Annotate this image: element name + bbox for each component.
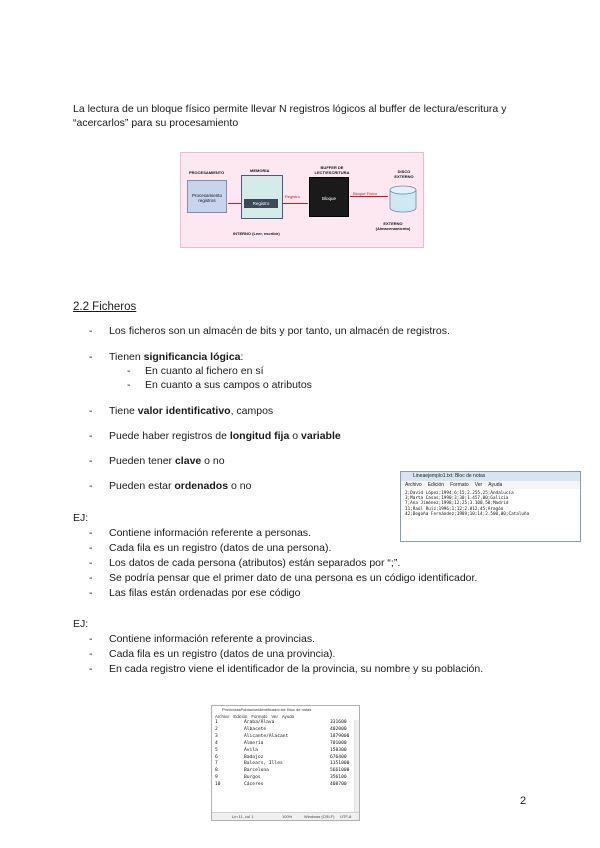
menu-archivo[interactable]: Archivo [405, 482, 422, 488]
notepad-menu [401, 481, 580, 489]
status-encoding: UTF-8 [340, 814, 352, 819]
section-heading: 2.2 Ficheros [73, 301, 137, 313]
disco-icon [389, 185, 417, 213]
status-bar [212, 812, 359, 820]
bullet-item-2: - Tienen significancia lógica: [89, 351, 244, 363]
table-row: 1 Araba/Álava 331600 [215, 720, 347, 725]
memoria-label: MEMORIA [250, 168, 270, 173]
notepad-title: Lineaejemplo1.txt: Bloc de notas [401, 472, 580, 481]
ej1-item-4: - Se podría pensar que el primer dato de una persona es un código identificador. [89, 572, 478, 584]
menu-ayuda[interactable]: Ayuda [281, 714, 294, 719]
ej2-item-3: - En cada registro viene el identificador de la provincia, su nombre y su población. [89, 663, 484, 675]
memoria-box [241, 175, 283, 219]
procesamiento-box: Procesamiento registros [187, 180, 227, 213]
menu-ver[interactable]: Ver [271, 714, 278, 719]
notepad-text-area[interactable] [401, 489, 580, 519]
disco-label: DISCO EXTERNO [394, 169, 414, 179]
table-row: 10 Cáceres 408700 [215, 782, 347, 788]
text-line: 7;Ana Jiménez;1998;12;25;3.100,50;Madrid [405, 501, 509, 507]
arrow-proc-mem [228, 203, 241, 204]
externo-label: EXTERNO (Almacenamiento) [375, 221, 411, 231]
menu-edicion[interactable]: Edición [427, 482, 445, 488]
menu-edicion[interactable]: Edición [233, 714, 248, 719]
procesamiento-label: PROCESAMIENTO [189, 170, 225, 175]
bullet-item-5: - Pueden tener clave o no [89, 455, 225, 467]
intro-paragraph: La lectura de un bloque físico permite llevar N registros lógicos al buffer de lectura/escritura y “acercarlos” para su procesamiento [73, 103, 507, 129]
bullet-item-4: - Puede haber registros de longitud fija o variable [89, 430, 341, 442]
ej1-item-5: - Las filas están ordenadas por ese código [89, 587, 301, 599]
ej2-item-2: - Cada fila es un registro (datos de una provincia). [89, 648, 336, 660]
notepad-window-provincias [211, 705, 360, 821]
notepad-title: ProvinciasPoblacionIdentificador.txt: Bloc de notas [222, 707, 312, 712]
table-row: 2 Albacete 402000 [215, 726, 347, 732]
text-line: 11;Raúl Ruiz;1996;1;12;2.812,45;Aragón [405, 506, 504, 512]
ej1-item-1: - Contiene información referente a personas. [89, 527, 311, 539]
subbullet-item-2: - En cuanto a sus campos o atributos [127, 379, 312, 391]
vertical-scrollbar[interactable] [354, 720, 359, 813]
bloque-fisico-label: Bloque Físico [353, 191, 378, 196]
status-position: Lín 11, col 1 [232, 814, 254, 819]
table-row: 6 Badajoz 676400 [215, 754, 347, 760]
page-number: 2 [520, 795, 527, 807]
status-line-ending: Windows (CRLF) [304, 814, 335, 819]
buffer-label: BUFFER DE LECT/ESCRITURA [314, 165, 350, 175]
menu-formato[interactable]: Formato [251, 714, 268, 719]
table-row: 3 Alicante/Alacant 1879000 [215, 733, 350, 739]
subbullet-item-1: - En cuanto al fichero en sí [127, 365, 264, 377]
interno-label: INTERNO (Leer, escribir) [233, 231, 280, 236]
menu-formato[interactable]: Formato [450, 482, 469, 488]
registro-arrow-label: Registro [285, 194, 300, 199]
ej2-item-1: - Contiene información referente a provincias. [89, 633, 316, 645]
bullet-item-1: - Los ficheros son un almacén de bits y por tanto, un almacén de registros. [89, 325, 450, 337]
registro-inner: Registro [244, 199, 278, 208]
text-line: 42;Begoña Fernández;1989;10;14;2.500,00;Cataluña [405, 511, 530, 517]
arrow-mem-buffer [282, 203, 308, 204]
text-line: 3;Marta Casas;1990;3;30;1.457,00;Galicia [405, 496, 509, 502]
provincias-table[interactable] [215, 720, 349, 789]
table-row: 4 Almería 701000 [215, 740, 347, 746]
table-row: 7 Balears, Illes 1151000 [215, 761, 350, 767]
bullet-item-6: - Pueden estar ordenados o no [89, 480, 252, 492]
menu-ayuda[interactable]: Ayuda [488, 482, 503, 488]
table-row: 8 Barcelona 5661000 [215, 768, 350, 774]
ej1-item-2: - Cada fila es un registro (datos de una persona). [89, 542, 332, 554]
table-row: 5 Ávila 158300 [215, 747, 347, 753]
text-line: 2;David López;1994;6;15;2.255,25;Andalucía [405, 491, 514, 496]
ej-label-2: EJ: [73, 618, 89, 630]
menu-archivo[interactable]: Archivo [215, 714, 230, 719]
bullet-item-3: - Tiene valor identificativo, campos [89, 405, 274, 417]
ej1-item-3: - Los datos de cada persona (atributos) están separados por “;”. [89, 557, 401, 569]
bloque-inner: Bloque [309, 177, 349, 217]
notepad-window-personas [400, 471, 581, 542]
status-zoom: 100% [282, 814, 293, 819]
arrow-buffer-disco [350, 196, 388, 197]
notepad-menu [212, 713, 359, 720]
buffer-diagram [180, 152, 424, 248]
table-row: 9 Burgos 356100 [215, 775, 347, 781]
menu-ver[interactable]: Ver [474, 482, 483, 488]
ej-label-1: EJ: [73, 512, 89, 524]
